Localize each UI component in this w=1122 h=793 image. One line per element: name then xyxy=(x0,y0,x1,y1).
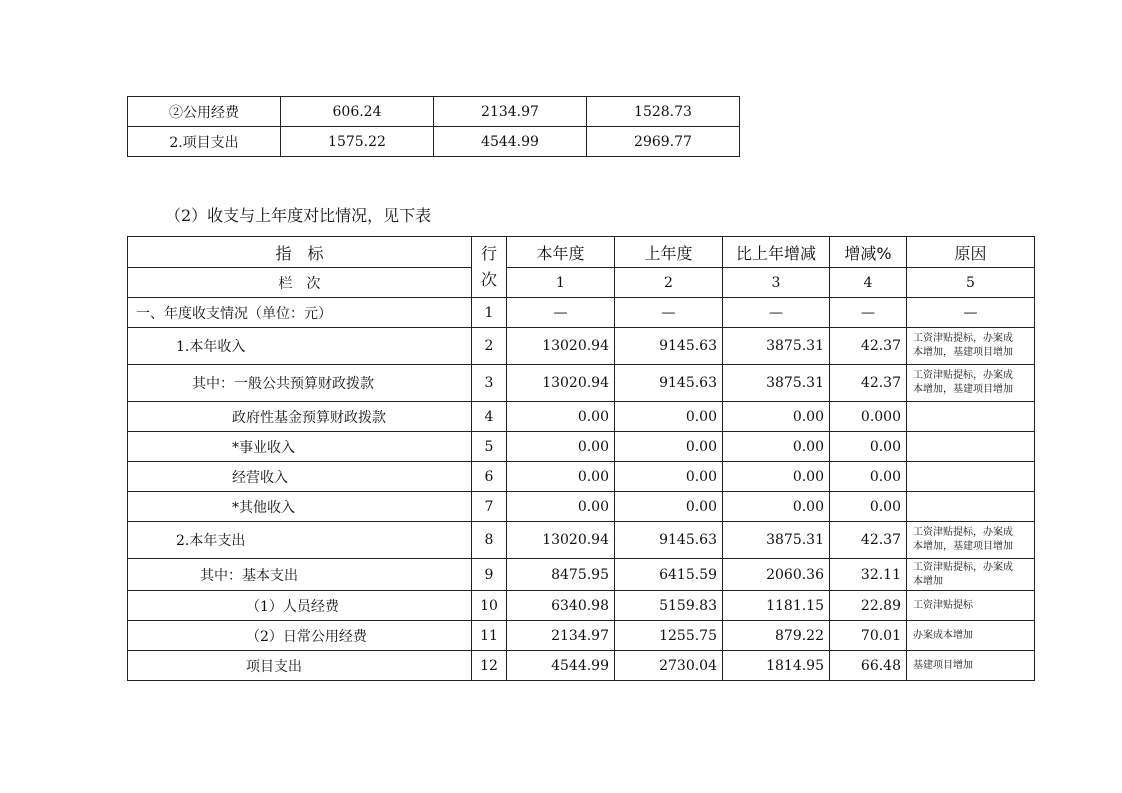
cell-change-pct: 70.01 xyxy=(830,621,907,651)
cell-change: 0.00 xyxy=(723,432,830,462)
cell-current-year: 0.00 xyxy=(507,432,615,462)
header-indicator: 指 标 xyxy=(128,237,472,268)
row-label: 1.本年收入 xyxy=(128,328,472,365)
row-label: 一、年度收支情况（单位：元） xyxy=(128,298,472,328)
row-label: 其中：一般公共预算财政拨款 xyxy=(128,365,472,402)
row-label: 项目支出 xyxy=(128,651,472,681)
header-row-number xyxy=(472,237,507,298)
cell-reason: — xyxy=(907,298,1035,328)
cell-change: 2060.36 xyxy=(723,559,830,591)
row-number: 3 xyxy=(472,365,507,402)
cell-current-year: 13020.94 xyxy=(507,365,615,402)
row-number: 5 xyxy=(472,432,507,462)
cell-current-year: 2134.97 xyxy=(507,621,615,651)
header-reason: 原因 xyxy=(907,237,1035,268)
row-number: 11 xyxy=(472,621,507,651)
cell-change-pct: 42.37 xyxy=(830,522,907,559)
reason-line: 本增加，基建项目增加 xyxy=(913,384,1013,395)
row-label: （1）人员经费 xyxy=(128,591,472,621)
row-number: 1 xyxy=(472,298,507,328)
table-row xyxy=(128,328,1035,365)
cell-reason xyxy=(907,559,1035,591)
row-label: （2）日常公用经费 xyxy=(128,621,472,651)
comparison-table xyxy=(127,236,1035,681)
cell-change: 0.00 xyxy=(723,402,830,432)
cell-change: 1814.95 xyxy=(723,651,830,681)
cell-reason xyxy=(907,402,1035,432)
header-current-year: 本年度 xyxy=(507,237,615,268)
cell-current-year: 0.00 xyxy=(507,492,615,522)
cell-last-year: 0.00 xyxy=(615,462,723,492)
cell-current-year: 13020.94 xyxy=(507,328,615,365)
cell-reason xyxy=(907,365,1035,402)
cell-last-year: 5159.83 xyxy=(615,591,723,621)
column-number: 2 xyxy=(615,268,723,298)
table-row xyxy=(128,402,1035,432)
column-number: 1 xyxy=(507,268,615,298)
row-label: 政府性基金预算财政拨款 xyxy=(128,402,472,432)
reason-line: 工资津贴提标 xyxy=(913,599,973,611)
row-number: 8 xyxy=(472,522,507,559)
column-number-label: 栏 次 xyxy=(128,268,472,298)
table-row xyxy=(128,651,1035,681)
cell-reason xyxy=(907,328,1035,365)
reason-line: 办案成本增加 xyxy=(913,629,973,641)
cell-last-year: 9145.63 xyxy=(615,522,723,559)
cell-change-pct: — xyxy=(830,298,907,328)
cell-change: 879.22 xyxy=(723,621,830,651)
cell-last-year: 0.00 xyxy=(615,432,723,462)
row-label: ②公用经费 xyxy=(128,97,281,127)
cell-change: 1181.15 xyxy=(723,591,830,621)
cell-change: 3875.31 xyxy=(723,365,830,402)
cell-reason xyxy=(907,651,1035,681)
column-number: 3 xyxy=(723,268,830,298)
cell-change: — xyxy=(723,298,830,328)
table-row xyxy=(128,522,1035,559)
cell-change: 3875.31 xyxy=(723,328,830,365)
row-number: 7 xyxy=(472,492,507,522)
table-row xyxy=(128,298,1035,328)
cell-reason xyxy=(907,522,1035,559)
cell-current-year: 0.00 xyxy=(507,462,615,492)
table-row xyxy=(128,492,1035,522)
header-row-number-text: 行次 xyxy=(480,244,497,289)
cell-change-pct: 22.89 xyxy=(830,591,907,621)
header-last-year: 上年度 xyxy=(615,237,723,268)
cell-value: 1575.22 xyxy=(281,127,434,157)
cell-change-pct: 32.11 xyxy=(830,559,907,591)
column-number: 4 xyxy=(830,268,907,298)
cell-reason xyxy=(907,432,1035,462)
cell-change-pct: 0.000 xyxy=(830,402,907,432)
cell-last-year: 6415.59 xyxy=(615,559,723,591)
cell-reason xyxy=(907,621,1035,651)
cell-change: 0.00 xyxy=(723,492,830,522)
row-number: 12 xyxy=(472,651,507,681)
reason-line: 基建项目增加 xyxy=(913,659,973,671)
reason-line: 本增加 xyxy=(913,575,943,587)
header-change: 比上年增减 xyxy=(723,237,830,268)
cell-value: 2134.97 xyxy=(434,97,587,127)
header-row xyxy=(128,237,1035,268)
cell-change-pct: 0.00 xyxy=(830,492,907,522)
cell-last-year: 0.00 xyxy=(615,492,723,522)
section-caption: （2）收支与上年度对比情况，见下表 xyxy=(165,206,432,225)
cell-last-year: 0.00 xyxy=(615,402,723,432)
cell-current-year: 13020.94 xyxy=(507,522,615,559)
cell-current-year: 4544.99 xyxy=(507,651,615,681)
cell-current-year: 6340.98 xyxy=(507,591,615,621)
row-label: 其中：基本支出 xyxy=(128,559,472,591)
reason-line: 本增加，基建项目增加 xyxy=(913,541,1013,552)
cell-value: 2969.77 xyxy=(587,127,740,157)
table-row xyxy=(128,127,740,157)
cell-last-year: — xyxy=(615,298,723,328)
reason-line: 本增加，基建项目增加 xyxy=(913,347,1013,358)
table-row xyxy=(128,365,1035,402)
cell-change-pct: 0.00 xyxy=(830,462,907,492)
header-change-pct: 增减% xyxy=(830,237,907,268)
row-label: *事业收入 xyxy=(128,432,472,462)
row-number: 4 xyxy=(472,402,507,432)
cell-last-year: 1255.75 xyxy=(615,621,723,651)
cell-current-year: 0.00 xyxy=(507,402,615,432)
reason-line: 工资津贴提标，办案成 xyxy=(913,333,1013,344)
table-row xyxy=(128,621,1035,651)
row-number: 10 xyxy=(472,591,507,621)
column-number: 5 xyxy=(907,268,1035,298)
column-number-row xyxy=(128,268,1035,298)
row-number: 6 xyxy=(472,462,507,492)
cell-change-pct: 66.48 xyxy=(830,651,907,681)
row-label: *其他收入 xyxy=(128,492,472,522)
cell-change-pct: 0.00 xyxy=(830,432,907,462)
cell-reason xyxy=(907,462,1035,492)
cell-value: 4544.99 xyxy=(434,127,587,157)
cell-reason xyxy=(907,492,1035,522)
cell-value: 606.24 xyxy=(281,97,434,127)
cell-last-year: 9145.63 xyxy=(615,328,723,365)
table-row xyxy=(128,97,740,127)
cell-reason xyxy=(907,591,1035,621)
table-row xyxy=(128,432,1035,462)
table-row xyxy=(128,559,1035,591)
row-number: 9 xyxy=(472,559,507,591)
table-row xyxy=(128,591,1035,621)
cell-change: 0.00 xyxy=(723,462,830,492)
row-label: 2.项目支出 xyxy=(128,127,281,157)
cell-change-pct: 42.37 xyxy=(830,365,907,402)
cell-change-pct: 42.37 xyxy=(830,328,907,365)
row-number: 2 xyxy=(472,328,507,365)
cell-current-year: — xyxy=(507,298,615,328)
row-label: 经营收入 xyxy=(128,462,472,492)
row-label: 2.本年支出 xyxy=(128,522,472,559)
carryover-table xyxy=(127,96,740,157)
cell-last-year: 2730.04 xyxy=(615,651,723,681)
cell-current-year: 8475.95 xyxy=(507,559,615,591)
reason-line: 工资津贴提标，办案成 xyxy=(913,527,1013,538)
table-row xyxy=(128,462,1035,492)
cell-value: 1528.73 xyxy=(587,97,740,127)
cell-last-year: 9145.63 xyxy=(615,365,723,402)
reason-line: 工资津贴提标，办案成 xyxy=(913,370,1013,381)
cell-change: 3875.31 xyxy=(723,522,830,559)
reason-line: 工资津贴提标，办案成 xyxy=(913,561,1013,573)
